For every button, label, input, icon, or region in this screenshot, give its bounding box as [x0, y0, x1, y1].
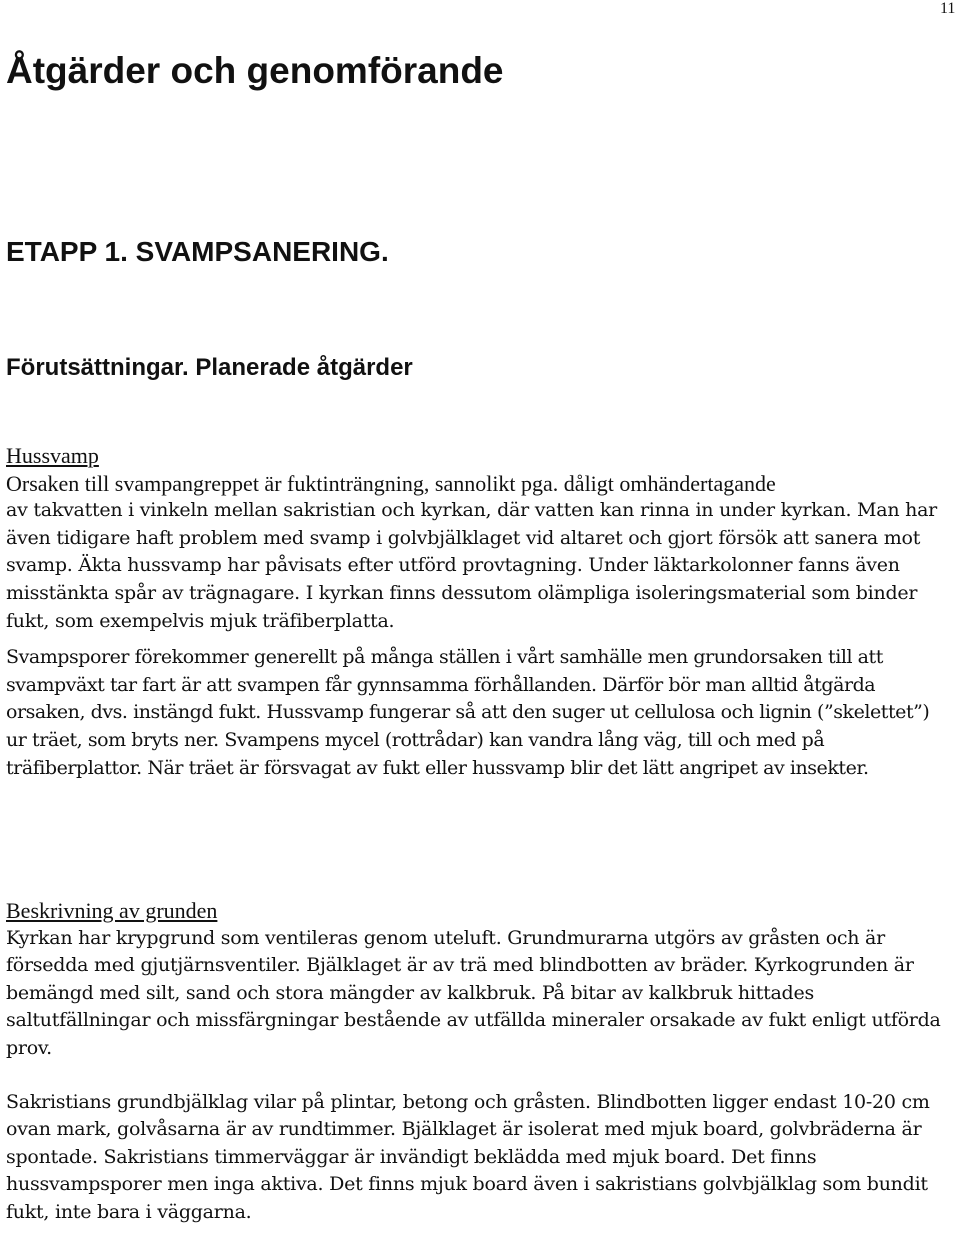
paragraph: Svampsporer förekommer generellt på många ställen i vårt samhälle men grundorsaken till att svampväxt tar fart är att svampen får gynnsamma förhållanden. Därför bör man alltid åtgärda orsaken, dvs. instängd fukt. Hussvamp fungerar så att den suger ut cellulosa och lignin (”skelettet”) ur träet, som bryts ner. Svampens mycel (rottrådar) kan vandra lång väg, till och med på träfiberplattor. När träet är försvagat av fukt eller hussvamp blir det lätt angripet av insekter.	[6, 646, 930, 779]
section-title-grunden: Beskrivning av grunden	[6, 898, 218, 923]
stage-heading: ETAPP 1. SVAMPSANERING.	[6, 236, 389, 267]
paragraph: Kyrkan har krypgrund som ventileras genom uteluft. Grundmurarna utgörs av gråsten och är försedda med gjutjärnsventiler. Bjälklaget är av trä med blindbotten av bräder. Kyrkogrunden är bemängd med silt, sand och stora mängder av kalkbruk. På bitar av kalkbruk hittades saltutfällningar och missfärgningar bestående av utfällda mineraler orsakade av fukt enligt utförda prov.	[6, 926, 941, 1059]
section-hussvamp	[6, 442, 952, 782]
paragraph: av takvatten i vinkeln mellan sakristian och kyrkan, där vatten kan rinna in under kyrkan. Man har även tidigare haft problem med svamp i golvbjälklaget vid altaret och gjort försök att sanera mot svamp. Äkta hussvamp har påvisats efter utförd provtagning. Under läktarkolonner fanns även misstänkta spår av trägnagare. I kyrkan finns dessutom olämpliga isoleringsmaterial som binder fukt, som exempelvis mjuk träfiberplatta.	[6, 499, 938, 632]
page-number: 11	[940, 0, 956, 17]
sub-heading: Förutsättningar. Planerade åtgärder	[6, 354, 413, 381]
section-grunden	[6, 897, 952, 1227]
paragraph: Sakristians grundbjälklag vilar på plintar, betong och gråsten. Blindbotten ligger endast 10-20 cm ovan mark, golvåsarna är av rundtimmer. Bjälklaget är isolerat med mjuk board, golvbräderna är spontade. Sakristians timmerväggar är invändigt beklädda med mjuk board. Det finns hussvampsporer men inga aktiva. Det finns mjuk board även i sakristians golvbjälklag som bundit fukt, inte bara i väggarna.	[6, 1090, 930, 1223]
page-title: Åtgärder och genomförande	[6, 50, 504, 91]
section-title-hussvamp: Hussvamp	[6, 443, 99, 468]
paragraph-intro: Orsaken till svampangreppet är fuktinträngning, sannolikt pga. dåligt omhändertagande	[6, 470, 776, 496]
